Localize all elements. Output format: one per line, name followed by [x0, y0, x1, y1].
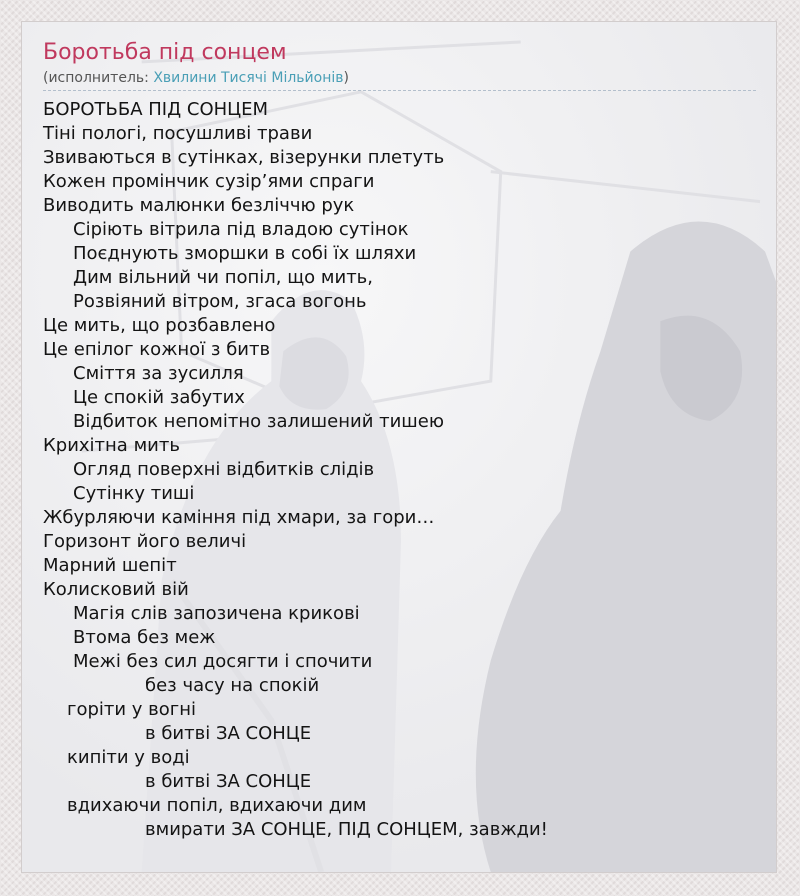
performer-prefix: (исполнитель:	[43, 70, 154, 86]
lyric-line: Марний шепіт	[43, 555, 177, 576]
performer-link[interactable]: Хвилини Тисячі Мільйонів	[153, 70, 344, 86]
lyrics-content	[43, 38, 756, 842]
lyric-line: без часу на спокій	[145, 675, 320, 696]
performer-suffix: )	[343, 70, 349, 86]
lyric-line: Це епілог кожної з битв	[43, 339, 271, 360]
lyric-line: Звиваються в сутінках, візерунки плетуть	[43, 147, 445, 168]
lyric-line: в битві ЗА СОНЦЕ	[145, 771, 312, 792]
lyric-line: Сіріють вітрила під владою сутінок	[73, 219, 409, 240]
lyric-line: вмирати ЗА СОНЦЕ, ПІД СОНЦЕМ, завжди!	[145, 819, 548, 840]
performer-line	[43, 68, 756, 91]
lyric-line: Втома без меж	[73, 627, 216, 648]
lyrics-text	[43, 98, 756, 842]
lyric-line: БОРОТЬБА ПІД СОНЦЕМ	[43, 99, 269, 120]
lyric-line: Тіні пологі, посушливі трави	[43, 123, 313, 144]
lyric-line: горіти у вогні	[67, 699, 197, 720]
lyric-line: в битві ЗА СОНЦЕ	[145, 723, 312, 744]
lyric-line: кипіти у воді	[67, 747, 190, 768]
lyric-line: Сутінку тиші	[73, 483, 195, 504]
lyric-line: Кожен промінчик сузір’ями спраги	[43, 171, 375, 192]
lyric-line: Горизонт його величі	[43, 531, 247, 552]
lyric-line: Це мить, що розбавлено	[43, 315, 276, 336]
lyric-line: Поєднують зморшки в собі їх шляхи	[73, 243, 417, 264]
lyric-line: Жбурляючи каміння під хмари, за гори…	[43, 507, 435, 528]
lyric-line: вдихаючи попіл, вдихаючи дим	[67, 795, 367, 816]
lyric-line: Сміття за зусилля	[73, 363, 244, 384]
lyric-line: Це спокій забутих	[73, 387, 245, 408]
lyric-line: Огляд поверхні відбитків слідів	[73, 459, 375, 480]
lyric-line: Відбиток непомітно залишений тишею	[73, 411, 444, 432]
lyric-line: Розвіяний вітром, згаса вогонь	[73, 291, 367, 312]
lyric-line: Дим вільний чи попіл, що мить,	[73, 267, 374, 288]
lyric-line: Колисковий вій	[43, 579, 189, 600]
lyric-line: Межі без сил досягти і спочити	[73, 651, 373, 672]
lyric-line: Крихітна мить	[43, 435, 180, 456]
lyric-line: Магія слів запозичена крикові	[73, 603, 360, 624]
song-title: Боротьба під сонцем	[43, 40, 287, 65]
lyrics-panel	[21, 21, 777, 873]
lyric-line: Виводить малюнки безліччю рук	[43, 195, 355, 216]
